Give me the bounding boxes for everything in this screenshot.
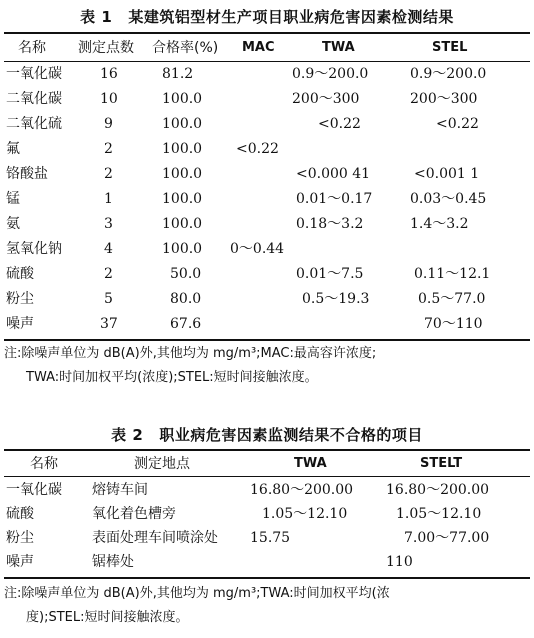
row-points: 2 [104,166,113,182]
table-row [0,187,534,211]
row-stelt: 110 [386,554,413,570]
row-name: 硫酸 [6,506,34,522]
table1-header-row [0,36,534,60]
row-points: 3 [104,216,113,232]
table2-header-twa: TWA [294,456,327,471]
table2-title: 职业病危害因素监测结果不合格的项目 [159,426,423,444]
table-row [0,212,534,236]
table-row [0,312,534,336]
row-twa: <0.000 41 [296,166,371,182]
row-stel: 1.4～3.2 [410,216,469,232]
row-stelt: 1.05～12.10 [396,506,482,522]
table2-note [4,582,530,630]
table-row [0,550,534,574]
row-points: 10 [100,91,118,107]
row-points: 9 [104,116,113,132]
table2-bottom-rule [4,577,530,579]
table2-header-stelt: STELT [420,456,463,471]
row-name: 氟 [6,141,20,157]
row-name: 锰 [6,191,20,207]
table1-number: 表 1 [80,8,113,26]
row-rate: 80.0 [170,291,202,307]
table-row [0,502,534,526]
row-stel: 200～300 [410,91,478,107]
table1-header-stel: STEL [432,40,468,55]
row-rate: 100.0 [162,191,203,207]
table1-bottom-rule [4,339,530,341]
row-twa: 1.05～12.10 [262,506,348,522]
row-stel: 0.9～200.0 [410,66,487,82]
row-twa: 0.9～200.0 [292,66,369,82]
row-twa: 0.5～19.3 [302,291,370,307]
row-stel: <0.001 1 [414,166,480,182]
row-rate: 100.0 [162,166,203,182]
row-rate: 50.0 [170,266,202,282]
row-twa: 0.01～7.5 [296,266,364,282]
row-name: 粉尘 [6,530,34,546]
row-mac: <0.22 [236,141,279,157]
row-mac: 0～0.44 [230,241,285,257]
row-points: 2 [104,266,113,282]
row-name: 二氧化硫 [6,116,62,132]
row-name: 粉尘 [6,291,34,307]
table2-header-location: 测定地点 [134,456,190,472]
row-location: 表面处理车间喷涂处 [92,530,218,546]
row-twa: 200～300 [292,91,360,107]
table1-header-mac: MAC [242,40,275,55]
row-rate: 100.0 [162,241,203,257]
row-rate: 67.6 [170,316,202,332]
row-name: 一氧化碳 [6,482,62,498]
row-name: 二氧化碳 [6,91,62,107]
table2-note-line2: 度);STEL:短时间接触浓度。 [26,610,189,625]
row-points: 1 [104,191,113,207]
row-name: 噪声 [6,316,34,332]
row-location: 熔铸车间 [92,482,148,498]
table1-header-points: 测定点数 [78,40,134,56]
row-rate: 100.0 [162,141,203,157]
table-row [0,262,534,286]
row-stel: <0.22 [436,116,479,132]
row-twa: 15.75 [250,530,291,546]
table-row [0,162,534,186]
row-name: 硫酸 [6,266,34,282]
row-points: 37 [100,316,118,332]
row-twa: 16.80～200.00 [250,482,354,498]
row-rate: 100.0 [162,116,203,132]
row-name: 氨 [6,216,20,232]
table1-caption [0,6,534,27]
table1-note-line1: 注:除噪声单位为 dB(A)外,其他均为 mg/m³;MAC:最高容许浓度; [4,346,377,361]
row-name: 一氧化碳 [6,66,62,82]
row-points: 4 [104,241,113,257]
table-row [0,112,534,136]
row-stel: 0.03～0.45 [410,191,487,207]
table-row [0,287,534,311]
row-points: 2 [104,141,113,157]
table-row [0,526,534,550]
table-row [0,62,534,86]
row-location: 锯棒处 [92,554,134,570]
table2-number: 表 2 [111,426,144,444]
row-twa: 0.01～0.17 [296,191,373,207]
table2-header-rule [4,476,530,477]
table-row [0,137,534,161]
table2-caption [0,424,534,445]
row-rate: 100.0 [162,216,203,232]
row-name: 噪声 [6,554,34,570]
table-row [0,478,534,502]
table2-header-row [0,452,534,476]
row-location: 氧化着色槽旁 [92,506,176,522]
table1-title: 某建筑铝型材生产项目职业病危害因素检测结果 [128,8,454,26]
row-points: 5 [104,291,113,307]
row-stel: 70～110 [424,316,483,332]
row-stel: 0.5～77.0 [418,291,486,307]
table1-top-rule [4,32,530,34]
row-stelt: 7.00～77.00 [404,530,490,546]
table2-header-name: 名称 [30,456,58,472]
table1-header-rate: 合格率(%) [152,40,219,56]
table-row [0,237,534,261]
table2-note-line1: 注:除噪声单位为 dB(A)外,其他均为 mg/m³;TWA:时间加权平均(浓 [4,586,390,601]
row-stel: 0.11～12.1 [414,266,491,282]
table1-note [4,342,530,390]
table-row [0,87,534,111]
table1-note-line2: TWA:时间加权平均(浓度);STEL:短时间接触浓度。 [26,370,318,385]
table1-header-twa: TWA [322,40,355,55]
table1-header-name: 名称 [18,40,46,56]
table2-top-rule [4,449,530,451]
row-twa: 0.18～3.2 [296,216,364,232]
row-points: 16 [100,66,118,82]
row-name: 铬酸盐 [6,166,48,182]
row-rate: 81.2 [162,66,194,82]
row-name: 氢氧化钠 [6,241,62,257]
row-rate: 100.0 [162,91,203,107]
row-twa: <0.22 [318,116,361,132]
row-stelt: 16.80～200.00 [386,482,490,498]
